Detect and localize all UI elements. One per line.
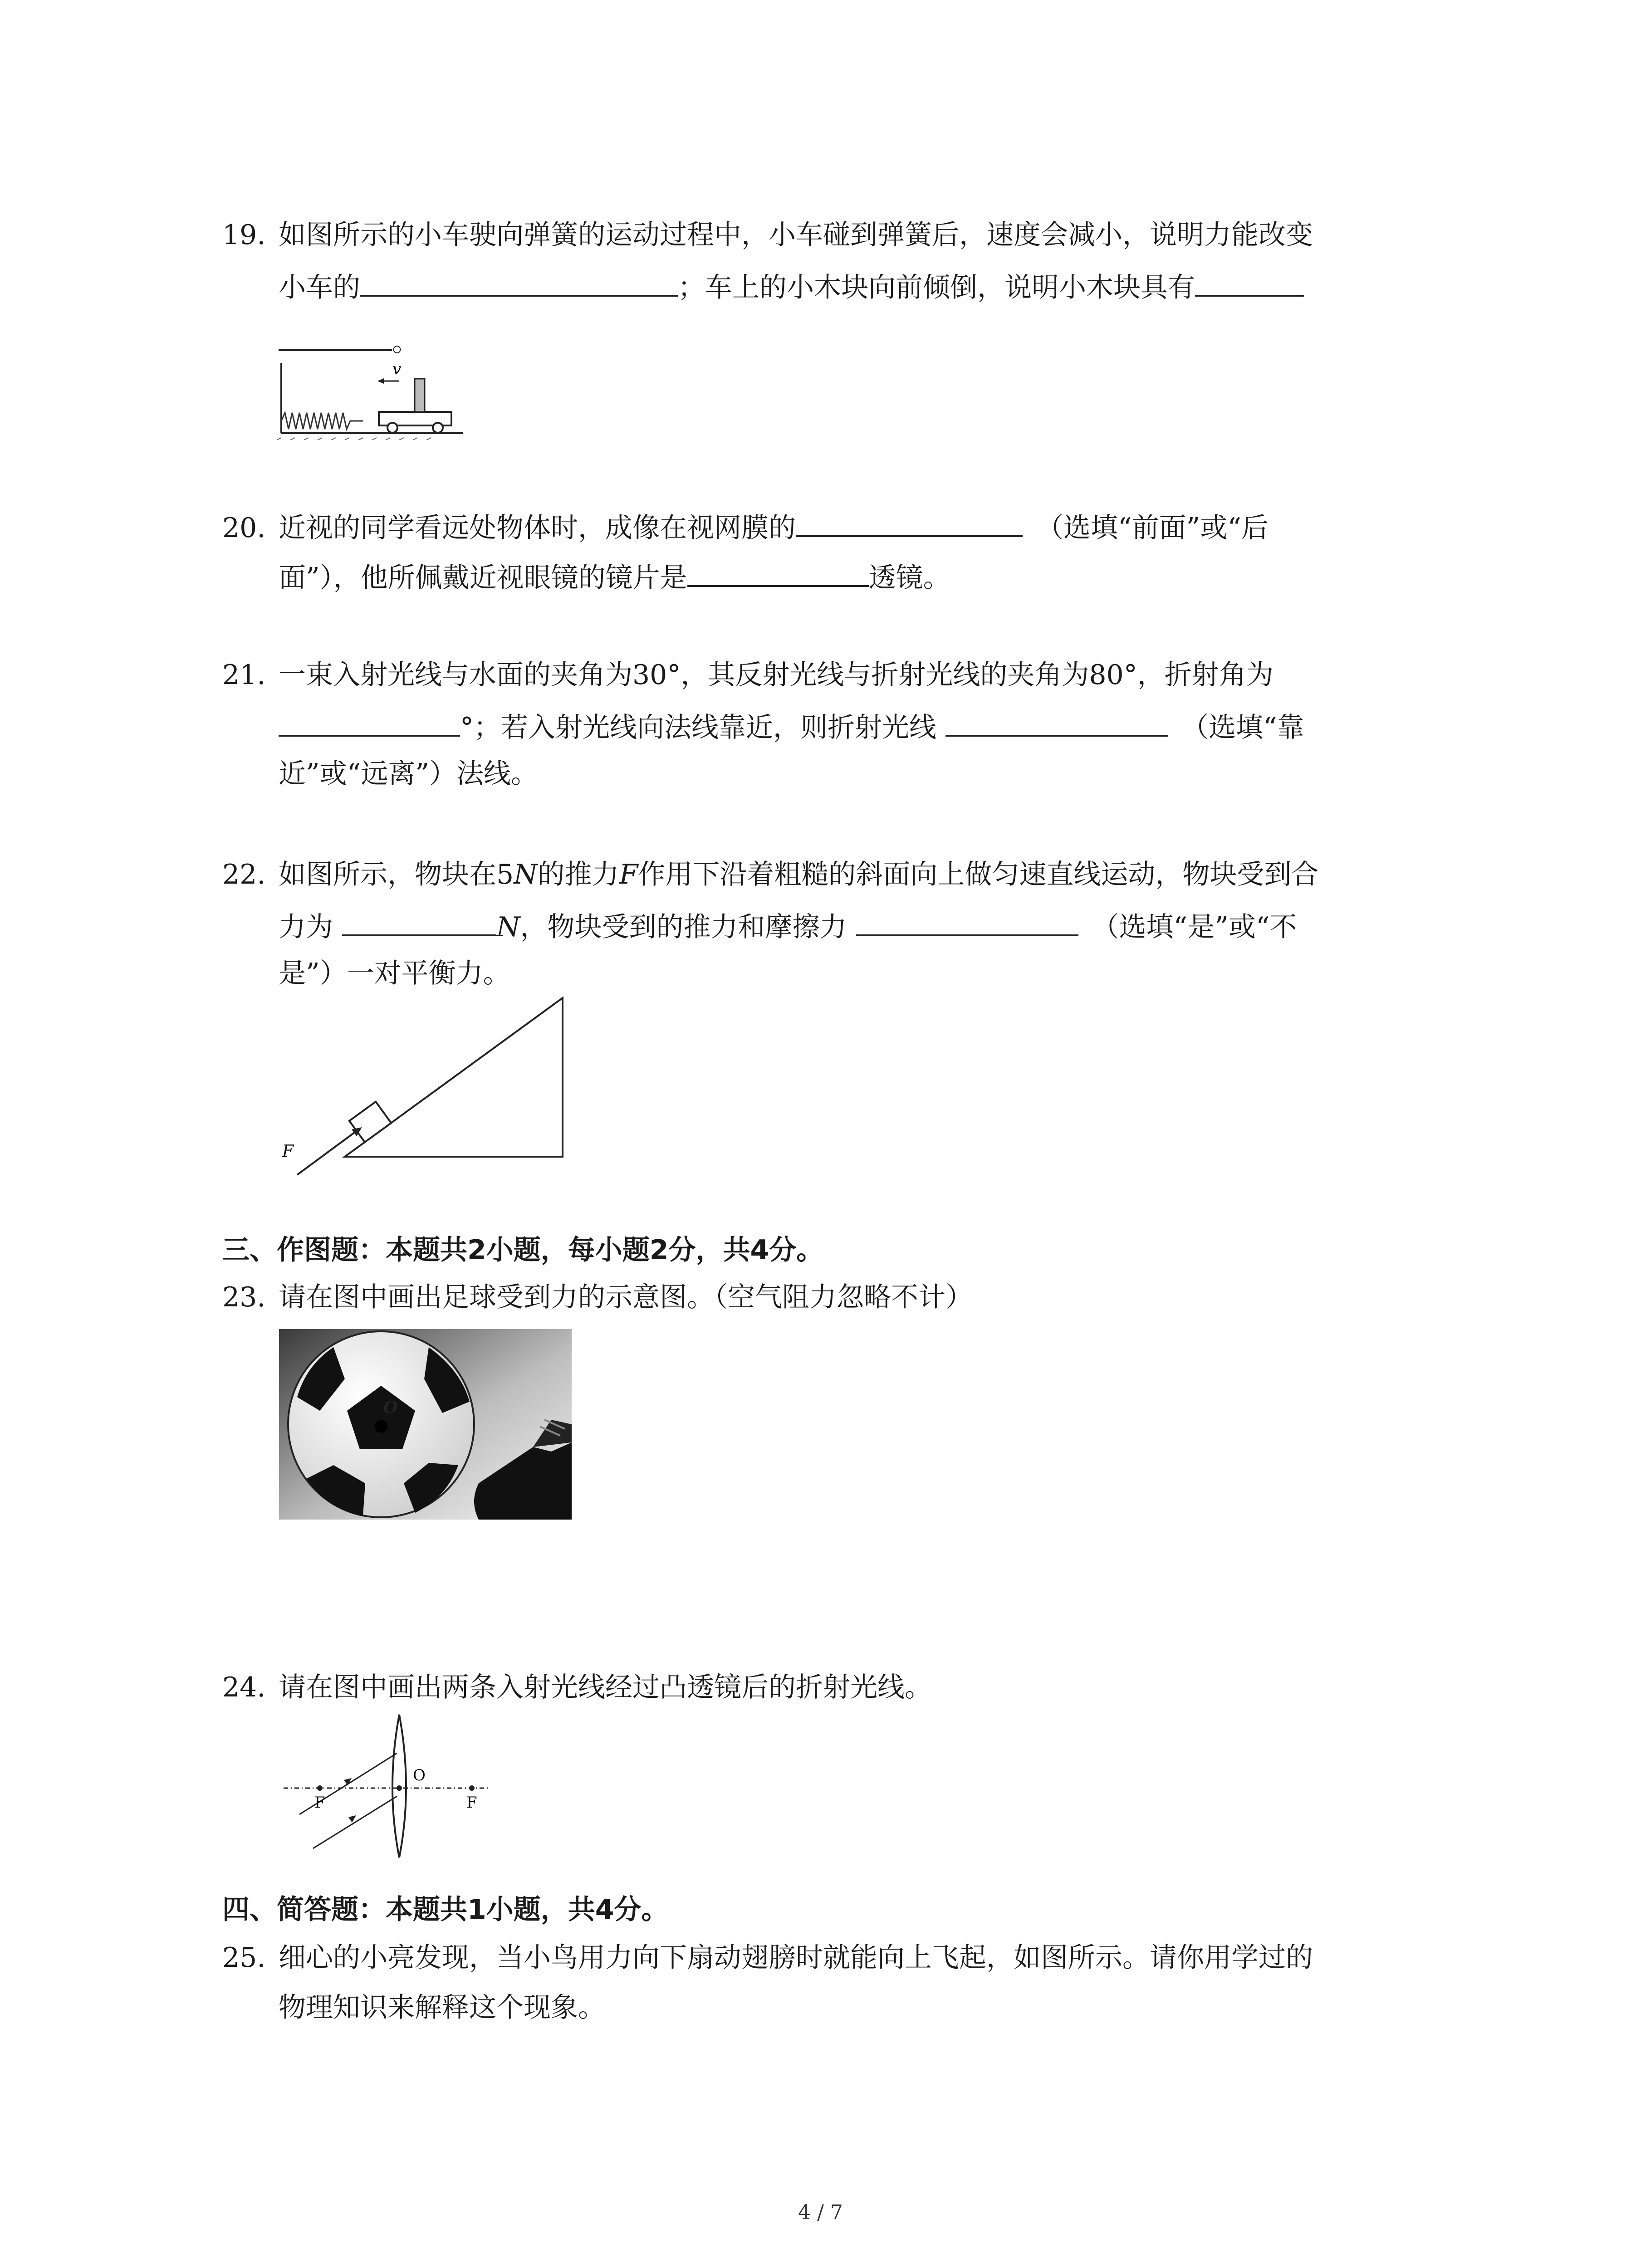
q25-line2: 物理知识来解释这个现象。 <box>279 1992 605 2024</box>
q22-incline-figure <box>277 993 572 1179</box>
q22-blank2[interactable] <box>856 906 1078 936</box>
q20-line2: 面”），他所佩戴近视眼镜的镜片是 透镜。 <box>279 557 950 596</box>
q21-line2: °；若入射光线向法线靠近，则折射光线 （选填“靠 <box>279 707 1304 746</box>
q19-line1: 19. 如图所示的小车驶向弹簧的运动过程中，小车碰到弹簧后，速度会减小，说明力能改变 <box>222 217 1313 253</box>
q21-blank1[interactable] <box>279 707 460 737</box>
q19-line2: 小车的 ；车上的小木块向前倾倒，说明小木块具有 <box>279 267 1304 306</box>
q19-line3: 。 <box>279 321 419 360</box>
q21-line1: 21. 一束入射光线与水面的夹角为30°，其反射光线与折射光线的夹角为80°，折射角为 <box>222 657 1274 693</box>
section4-heading: 四、简答题：本题共1小题，共4分。 <box>222 1894 669 1926</box>
q19-cart-spring-figure <box>277 358 467 440</box>
q23-football-figure <box>279 1329 572 1520</box>
q24-number: 24. <box>222 1672 266 1703</box>
q25-number: 25. <box>222 1942 266 1974</box>
q24-line1: 24. 请在图中画出两条入射光线经过凸透镜后的折射光线。 <box>222 1669 932 1706</box>
q23-O-label: O <box>383 1398 398 1417</box>
q19-blank2b[interactable] <box>279 321 392 351</box>
q19-blank1[interactable] <box>360 267 678 297</box>
spring-icon <box>281 413 363 429</box>
q22-line1: 22. 如图所示，物块在5N的推力F作用下沿着粗糙的斜面向上做匀速直线运动，物块受到合 <box>222 856 1318 893</box>
q22-blank1[interactable] <box>342 906 496 936</box>
q22-line2: 力为 N，物块受到的推力和摩擦力 （选填“是”或“不 <box>279 906 1297 945</box>
page-number: 4 / 7 <box>798 2201 843 2224</box>
q21-line3: 近”或“远离”）法线。 <box>279 758 539 790</box>
q20-blank2[interactable] <box>687 557 869 587</box>
q22-F-label: F <box>282 1142 294 1161</box>
q22-number: 22. <box>222 859 266 890</box>
q21-number: 21. <box>222 659 266 691</box>
q22-line3: 是”）一对平衡力。 <box>279 958 510 989</box>
q19-number: 19. <box>222 219 266 251</box>
q20-line1: 20. 近视的同学看远处物体时，成像在视网膜的 （选填“前面”或“后 <box>222 507 1269 546</box>
q24-O-label: O <box>413 1766 426 1784</box>
q25-line1: 25. 细心的小亮发现，当小鸟用力向下扇动翅膀时就能向上飞起，如图所示。请你用学过的 <box>222 1940 1313 1976</box>
q19-blank2a[interactable] <box>1195 267 1304 297</box>
q24-F1-label: F <box>314 1794 325 1812</box>
q24-F2-label: F <box>466 1794 477 1812</box>
q21-blank2[interactable] <box>945 707 1168 737</box>
q23-line1: 23. 请在图中画出足球受到力的示意图。（空气阻力忽略不计） <box>222 1279 973 1315</box>
q20-blank1[interactable] <box>796 507 1023 537</box>
q23-number: 23. <box>222 1281 266 1313</box>
section3-heading: 三、作图题：本题共2小题，每小题2分，共4分。 <box>222 1234 824 1266</box>
wood-block-icon <box>415 379 425 412</box>
q24-lens-figure <box>277 1710 495 1860</box>
q20-number: 20. <box>222 512 266 544</box>
q19-v-label: v <box>392 360 402 378</box>
